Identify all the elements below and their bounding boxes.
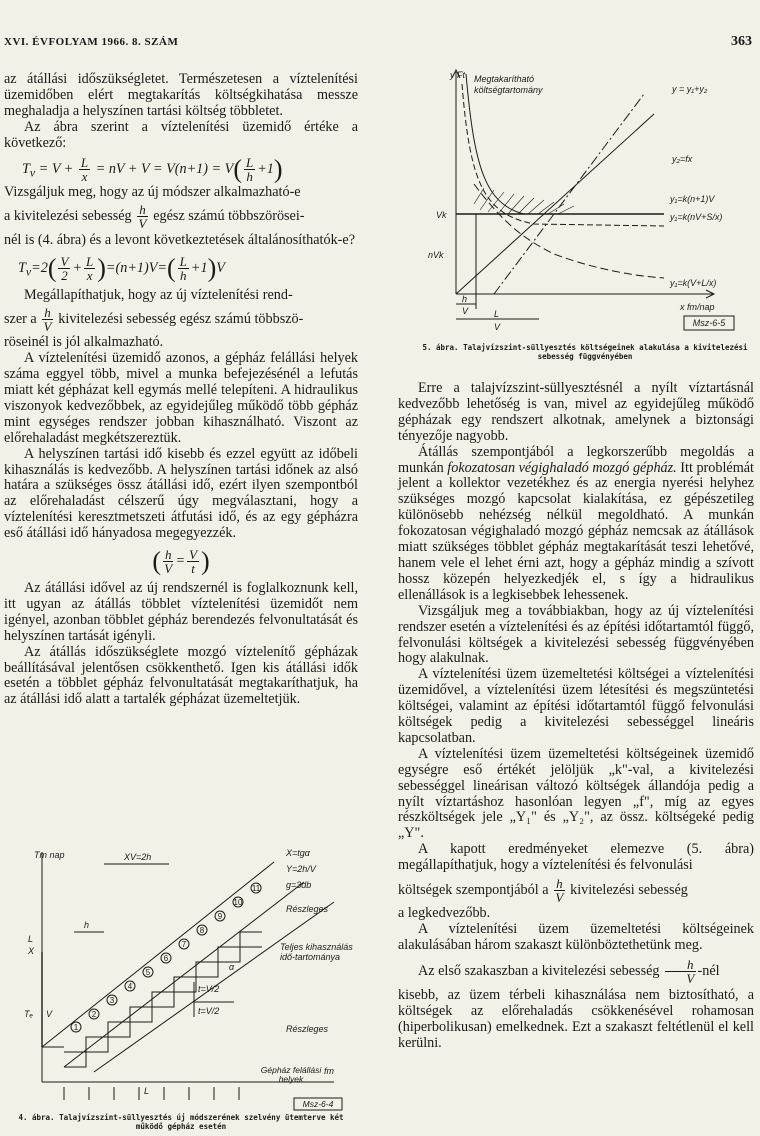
figure-5-caption: 5. ábra. Talajvízszint-süllyesztés költségeinek alakulása a kivitelezési sebesség függvényében [422,343,748,361]
fig5-code: Msz-6-5 [692,318,726,328]
paragraph: Az átállás időszükséglete mozgó víztelenítő gépházak beállításával jelentősen csökkenthető. Igen kis átállási idők esetén a többlet gépház felvonultatását megtakaríthatjuk, ha az átállási idő alatt a tartalék gépházat üzemeltetjük. [4,643,358,708]
circle-label: 1 [73,1023,79,1032]
figure-4-caption: 4. ábra. Talajvízszint-süllyesztés új módszerének szelvény ütemterve két működő gépház esetén [18,1113,344,1131]
paragraph: Átállás szempontjából a legkorszerűbb megoldás a munkán fokozatosan végighaladó mozgó gépház. Itt problémát jelent a kollektor vezetékhez és az energia nyerési helyhez szükséges mozgó kapcsolat kialakítása, ez gépészetileg különösebb nehézség nélkül megoldható. A munkán fokozatosan végighaladó mozgó gépház nemcsak az átállások miatt szükséges többlet gépház megtakarítását teszi lehetővé, hanem vele el lehet érni azt, hogy a gépház mindig a szívott hossz közepén helyezkedjék el, s így a hidraulikus ellenállások is a legkisebbek lehessenek. [398,443,754,603]
fig4-label-V: V [46,1009,53,1019]
journal-issue: XVI. ÉVFOLYAM 1966. 8. SZÁM [4,36,179,48]
paragraph: költségek szempontjából a $\frac{h}{V}$ kivitelezési sebesség [398,876,688,906]
paragraph: A víztelenítési üzem üzemeltetési költségeinek üzemidő egységre eső értékét jelöljük „k"-val, a kivitelezési sebességgel lineárisan változó költségek állandója pedig a nyílt víztartáshoz hasonlóan legyen „f", míg az egyes részköltségek jele „Y₁" és „Y₂", az össz. költségeké pedig „Y". [398,745,754,842]
fig5-curve-label: y₁=k(n+1)V [670,194,715,204]
fig4-code: Msz-6-4 [302,1099,334,1109]
paragraph: A helyszínen tartási idő kisebb és ezzel együtt az időbeli kihasználás is kedvezőbb. A helyszínen tartási időnek az alsó határa a szükséges össz átállási idő, ezért ilyen szempontból az előrehaladást célszerű úgy megválasztani, hogy a víztelenítési keresztmetszeti átfutási idő, és az egy gépházra eső átállási idő hányadosa megegyezzék. [4,445,358,542]
right-column [398,381,754,1051]
paragraph: Vizsgáljuk meg, hogy az új módszer alkalmazható-e [4,183,301,200]
paragraph: Az átállási idővel az új rendszernél is foglalkoznunk kell, itt ugyan az átállás többlet víztelenítési üzemidőt nem igényel, azonban többlet gépház berendezés felvonultatását és helyszínen tartását igényli. [4,580,358,644]
paragraph: Erre a talajvízszint-süllyesztésnél a nyílt víztartásnál kedvezőbb lehetőség is van, mivel az egyidejűleg működő gépházak egy rendszert alkotnak, amelynek a biztonsági tényezője nagyobb. [398,380,754,444]
fig4-y-axis-label: Tm nap [34,850,65,860]
paragraph: az átállási időszükségletet. Természetesen a víztelenítési üzemidőben elért megtakarítás költségkihatása messze meghaladja a helyszínen tartási költség többletet. [4,71,358,119]
fig4-label-h: h [84,920,90,930]
fraction: $\frac{h}{V}$ [138,202,147,232]
fig4-legend: g=3db [286,880,312,890]
fig5-curve-label: y₂=fx [672,154,693,164]
page-number: 363 [731,34,752,49]
circle-label: 11 [251,884,261,893]
fig4-label-x: X [28,946,35,956]
running-header [4,34,752,54]
fig5-label-L: L [494,309,500,319]
paragraph: Megállapíthatjuk, hogy az új víztelenítési rend- [24,287,293,304]
fig4-legend: Y=2h/V [286,864,316,874]
circle-label: 9 [217,912,223,921]
paragraph: Vizsgáljuk meg a továbbiakban, hogy az új víztelenítési rendszer esetén a víztelenítési és az építési időtartamtól függő, felvonulási költségek a kivitelezési sebesség függvényében hogy alakulnak. [398,602,754,667]
circle-label: 10 [233,898,243,907]
fig5-curve-label: y = y₁+y₂ [672,84,708,94]
fig4-dim-top: XV=2h [124,852,152,862]
figure-5 [414,64,756,340]
fig5-curve-label: y₁=k(V+L/x) [670,278,717,288]
figure-4 [4,842,358,1112]
left-column [4,72,358,708]
circle-label: 7 [181,940,187,949]
fig4-label-L-bottom: L [144,1086,150,1096]
fig4-x-axis-label: fm [324,1066,334,1076]
paragraph: röseinél is jól alkalmazható. [4,334,164,351]
equation-2: $T_v=2$( $\frac{V}{2}$ + $\frac{L}{x}$ )=(n+1)V=( $\frac{L}{h}$ +1)V [18,253,225,284]
fig5-label-nVk: nVk [428,250,444,260]
equation-1: $T_v = V$ + $\frac{L}{x}$ = nV + V = V(n+1) = V( $\frac{L}{h}$ +1) [22,154,283,184]
fig4-legend: X=tgα [286,848,310,858]
circle-label: 4 [127,982,133,991]
fig4-label-t2: t=V/2 [198,1006,220,1016]
circle-label: 5 [145,968,151,977]
circle-label: 8 [199,926,205,935]
equation-3: ( $\frac{h}{V}$ = $\frac{V}{t}$ ) [152,546,210,577]
paragraph: A kapott eredményeket elemezve (5. ábra) megállapíthatjuk, hogy a víztelenítési és felvonulási [398,841,754,874]
paragraph: Az ábra szerint a víztelenítési üzemidő értéke a következő: [4,118,358,151]
fig5-label-V2: V [494,322,501,332]
fig4-teljes-box [280,942,354,990]
fig5-y-axis-label: y Ft [450,70,465,80]
paragraph: A víztelenítési üzem üzemeltetési költségeinek alakulásában három szakaszt különböztethetünk meg. [398,921,754,953]
paragraph: szer a $\frac{h}{V}$ kivitelezési sebesség egész számú többszö- [4,305,304,335]
paragraph: Az első szakaszban a kivitelezési sebesség $\frac{h}{V}$ -nél [418,956,720,986]
paragraph: a kivitelezési sebesség $\frac{h}{V}$ egész számú többszörösei- [4,202,305,232]
fig5-megtak: Megtakarítható költségtartomány [474,74,543,95]
fig4-label-alpha: α [229,962,235,972]
fig4-gephaz-box [254,1066,328,1088]
paragraph: kisebb, az üzem térbeli kihasználása nem biztosítható, a költségek az előrehaladás csökkenésével rohamosan (hiperbolikusan) emelkednek. Ezt a szakaszt feltétlenül el kell kerülni. [398,986,754,1051]
fig5-label-V: V [462,306,469,316]
fig4-reszleges-bottom: Részleges [286,1024,329,1034]
circle-label: 2 [91,1010,97,1019]
fig5-label-Vk: Vk [436,210,447,220]
fig4-reszleges-top: Részleges [286,904,329,914]
circle-label: 6 [163,954,169,963]
fig4-gephaz: Gépház felállási helyek [260,1066,322,1084]
fig4-teljes: Teljes kihasználás idő-tartománya [280,942,353,962]
fig5-x-axis-label: x fm/nap [680,302,715,312]
paragraph: a legkedvezőbb. [398,905,491,922]
fig5-label-h: h [462,294,468,304]
fig5-curve-label: y₁=k(nV+S/x) [670,212,723,222]
circle-label: 3 [109,996,115,1005]
fig5-megtak-box [474,74,584,104]
paragraph: nél is (4. ábra) és a levont következtetések általánosíthatók-e? [4,232,355,249]
paragraph: A víztelenítési üzem üzemeltetési költségei a víztelenítési üzemidővel, a víztelenítési üzem létesítési és megszüntetési költségei, valamint az építési időtartamtól függő felvonulási költségek pedig a kivitelezési sebességgel lineáris kapcsolatban. [398,666,754,746]
fig4-label-Tc: Tₑ [24,1009,33,1019]
paragraph: A víztelenítési üzemidő azonos, a gépház felállási helyek száma eggyel több, mivel a munka befejezésénél a lefutás miatt két gépházat kell egymás mellé telepíteni. A hidraulikus viszonyok kedvezőbbek, az egyidejűleg működő több gépház mint egységes rendszer jobban kihasználható. Viszont az előrehaladást megkétszereztük. [4,350,358,446]
fig4-label-t1: t=V/2 [198,984,220,994]
fig4-label-L: L [28,934,34,944]
